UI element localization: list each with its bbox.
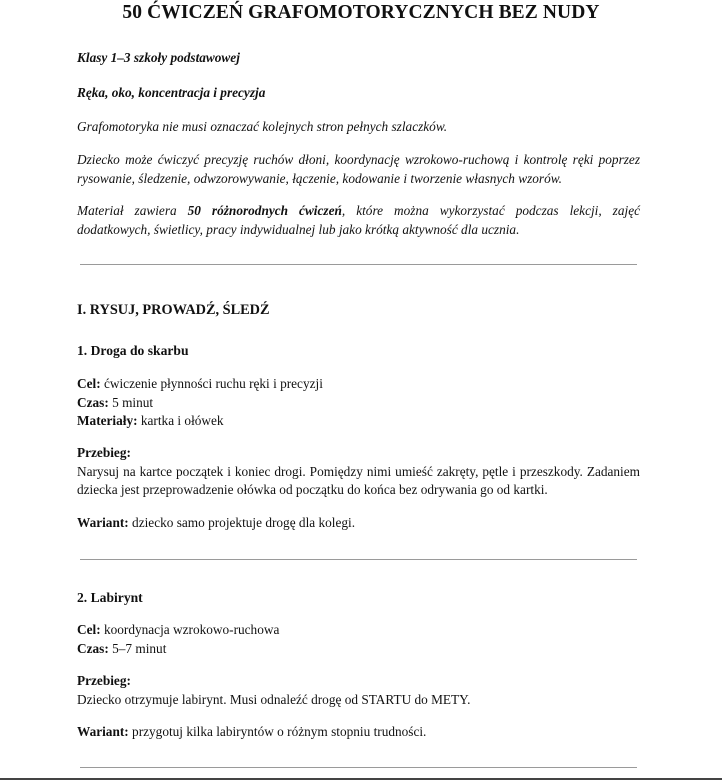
intro-grade: Klasy 1–3 szkoły podstawowej: [77, 50, 240, 65]
intro-tagline: Ręka, oko, koncentracja i precyzja: [77, 85, 266, 100]
intro-p3-start: Materiał zawiera: [77, 203, 188, 218]
exercise-1-title: 1. Droga do skarbu: [77, 343, 189, 358]
exercise-1-time: Czas: 5 minut: [77, 394, 154, 410]
exercise-1-materials: Materiały: kartka i ołówek: [77, 413, 224, 428]
intro-p3-highlight: 50 różnorodnych ćwiczeń: [187, 203, 342, 218]
page-bottom-edge: [0, 778, 722, 780]
exercise-2-time: Czas: 5–7 minut: [77, 640, 167, 656]
exercise-1-course-text: Narysuj na kartce początek i koniec drogi. Pomiędzy nimi umieść zakręty, pętle i przeszkody. Zadaniem dziecka jest przeprowadzenie ołówka od początku do końca bez odrywania go od kartki.: [77, 463, 640, 497]
exercise-2-course: [77, 672, 640, 709]
intro-paragraph-1: Grafomotoryka nie musi oznaczać kolejnych stron pełnych szlaczków.: [77, 119, 448, 134]
exercise-2-goal: Cel: koordynacja wzrokowo-ruchowa: [77, 622, 280, 637]
exercise-2-meta: [77, 621, 640, 658]
section-heading: I. RYSUJ, PROWADŹ, ŚLEDŹ: [77, 302, 270, 318]
exercise-2-title: 2. Labirynt: [77, 590, 143, 605]
exercise-1-meta: [77, 375, 640, 431]
exercise-2-variant: Wariant: przygotuj kilka labiryntów o różnym stopniu trudności.: [77, 724, 427, 739]
divider: [80, 559, 637, 560]
intro-paragraph-2: Dziecko może ćwiczyć precyzję ruchów dłoni, koordynację wzrokowo-ruchową i kontrolę ręki poprzez rysowanie, śledzenie, odwzorowywanie, łączenie, kodowanie i tworzenie własnych wzorów.: [77, 152, 640, 186]
intro-paragraph-3: [77, 202, 640, 239]
document-title: 50 ĆWICZEŃ GRAFOMOTORYCZNYCH BEZ NUDY: [122, 2, 600, 23]
exercise-1-course: [77, 444, 640, 500]
exercise-1-goal: Cel: ćwiczenie płynności ruchu ręki i precyzji: [77, 376, 323, 391]
exercise-1-course-label: Przebieg:: [77, 445, 131, 460]
exercise-2-course-text: Dziecko otrzymuje labirynt. Musi odnaleźć drogę od STARTU do METY.: [77, 691, 471, 707]
intro-p3-end: , które można wykorzystać podczas lekcji, zajęć dodatkowych, świetlicy, pracy indywidualnej lub jako krótką aktywność dla ucznia.: [77, 203, 640, 237]
divider: [80, 264, 637, 265]
exercise-2-course-label: Przebieg:: [77, 673, 131, 688]
divider: [80, 767, 637, 768]
exercise-1-variant: Wariant: dziecko samo projektuje drogę dla kolegi.: [77, 515, 356, 530]
